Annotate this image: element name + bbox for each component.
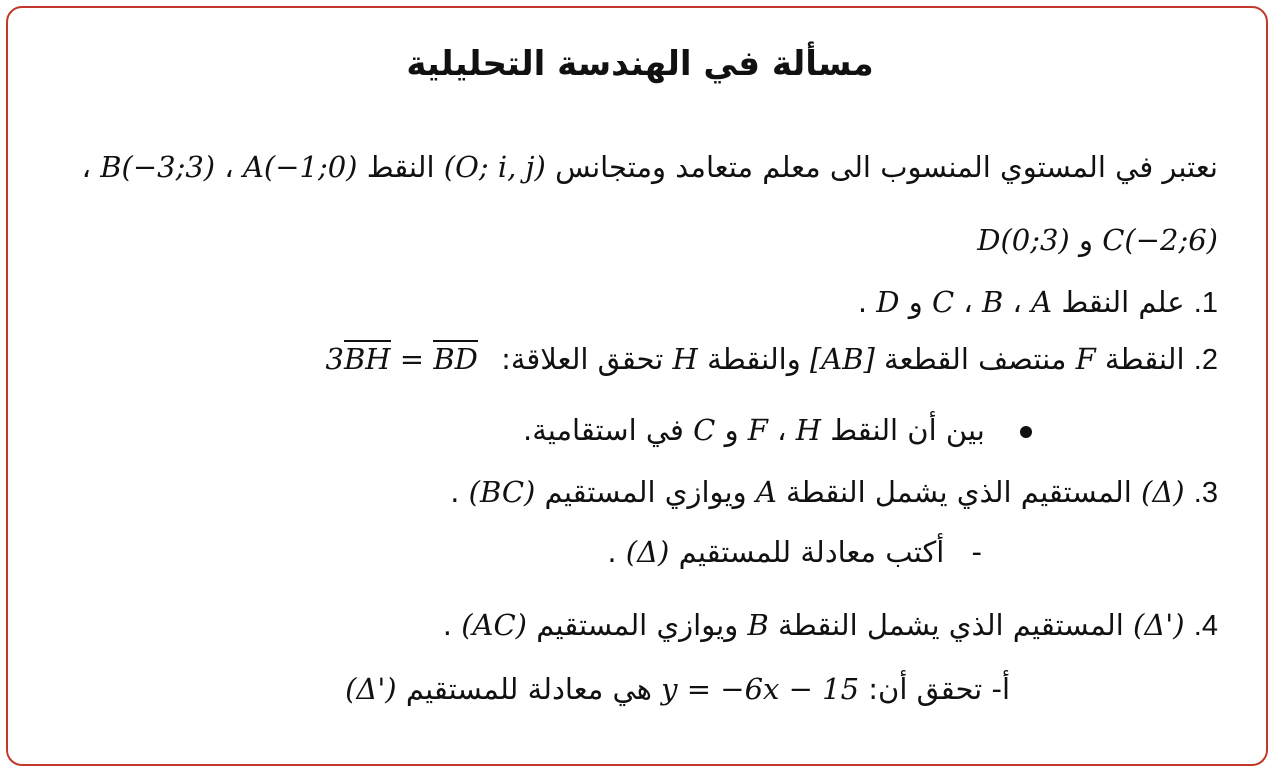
line-delta: (Δ) bbox=[625, 535, 670, 569]
q4-text: المستقيم الذي يشمل النقطة bbox=[778, 608, 1124, 642]
label-c: C bbox=[693, 413, 716, 447]
period: . bbox=[607, 535, 617, 569]
label-h: H bbox=[672, 342, 698, 376]
line-delta: (Δ) bbox=[1141, 475, 1185, 509]
line-bc: (BC) bbox=[468, 475, 536, 509]
label-c: C bbox=[932, 285, 955, 319]
frame-notation: (O; i, j) bbox=[443, 150, 546, 184]
question-number: 2. bbox=[1193, 344, 1218, 376]
separator: ، bbox=[224, 150, 234, 184]
question-number: 1. bbox=[1193, 287, 1218, 319]
q2-sub-text: في استقامية. bbox=[523, 413, 684, 447]
separator: ، bbox=[81, 150, 91, 184]
label-a: A bbox=[755, 475, 777, 509]
vector-bh: BH bbox=[343, 342, 391, 376]
dash: - bbox=[971, 535, 982, 569]
q2-text: النقطة bbox=[1104, 342, 1185, 376]
intro-points-word: النقط bbox=[366, 150, 435, 184]
and-word: و bbox=[724, 413, 739, 447]
vector-bd: BD bbox=[433, 342, 478, 376]
and-word: و bbox=[1078, 223, 1093, 257]
question-1: 1. علم النقط A ، B ، C و D . bbox=[857, 285, 1218, 319]
period: . bbox=[442, 608, 453, 642]
q4-sub-label: أ- تحقق أن: bbox=[868, 672, 1010, 706]
intro-text: نعتبر في المستوي المنسوب الى معلم متعامد ومتجانس bbox=[555, 150, 1218, 184]
question-number: 3. bbox=[1193, 477, 1218, 509]
label-b: B bbox=[982, 285, 1004, 319]
intro-line-2 bbox=[977, 223, 1218, 257]
q4-text: ويوازي المستقيم bbox=[536, 608, 739, 642]
separator: ، bbox=[963, 285, 973, 319]
question-4 bbox=[443, 608, 1218, 643]
equals-sign: = bbox=[399, 342, 425, 376]
q3-text: ويوازي المستقيم bbox=[544, 475, 747, 509]
line-ac: (AC) bbox=[461, 608, 527, 642]
question-2 bbox=[326, 342, 1219, 377]
period: . bbox=[450, 475, 460, 509]
q2-text: منتصف القطعة bbox=[884, 342, 1067, 376]
page-title: مسألة في الهندسة التحليلية bbox=[406, 44, 874, 84]
question-2-subitem bbox=[523, 413, 1032, 447]
separator: ، bbox=[777, 413, 787, 447]
question-4-subitem bbox=[345, 672, 1010, 706]
coefficient: 3 bbox=[325, 342, 344, 376]
vector-relation bbox=[326, 342, 478, 376]
label-f: F bbox=[1075, 342, 1096, 376]
label-a: A bbox=[1031, 285, 1053, 319]
point-d: D(0;3) bbox=[977, 223, 1070, 257]
q2-text: تحقق العلاقة: bbox=[501, 342, 664, 376]
separator: ، bbox=[1012, 285, 1022, 319]
label-f: F bbox=[747, 413, 768, 447]
q2-sub-text: بين أن النقط bbox=[830, 413, 985, 447]
segment-ab: [AB] bbox=[809, 342, 875, 376]
q1-text: علم النقط bbox=[1061, 285, 1185, 319]
line-delta-prime: (Δ') bbox=[1133, 608, 1185, 642]
q3-sub-text: أكتب معادلة للمستقيم bbox=[678, 535, 945, 569]
label-d: D bbox=[876, 285, 900, 319]
q4-sub-text: هي معادلة للمستقيم bbox=[405, 672, 652, 706]
label-b: B bbox=[747, 608, 769, 642]
point-c: C(−2;6) bbox=[1102, 223, 1218, 257]
question-3 bbox=[450, 475, 1218, 510]
intro-line-1 bbox=[82, 150, 1218, 184]
question-3-subitem bbox=[607, 535, 982, 569]
point-a: A(−1;0) bbox=[242, 150, 358, 184]
point-b: B(−3;3) bbox=[100, 150, 216, 184]
and-word: و bbox=[908, 285, 923, 319]
document-frame bbox=[6, 6, 1268, 766]
q2-text: والنقطة bbox=[707, 342, 801, 376]
line-delta-prime: (Δ') bbox=[345, 672, 397, 706]
label-h: H bbox=[795, 413, 822, 447]
bullet-icon bbox=[1020, 426, 1032, 438]
q3-text: المستقيم الذي يشمل النقطة bbox=[785, 475, 1132, 509]
question-number: 4. bbox=[1193, 610, 1218, 642]
equation: y = −6x − 15 bbox=[661, 672, 860, 706]
